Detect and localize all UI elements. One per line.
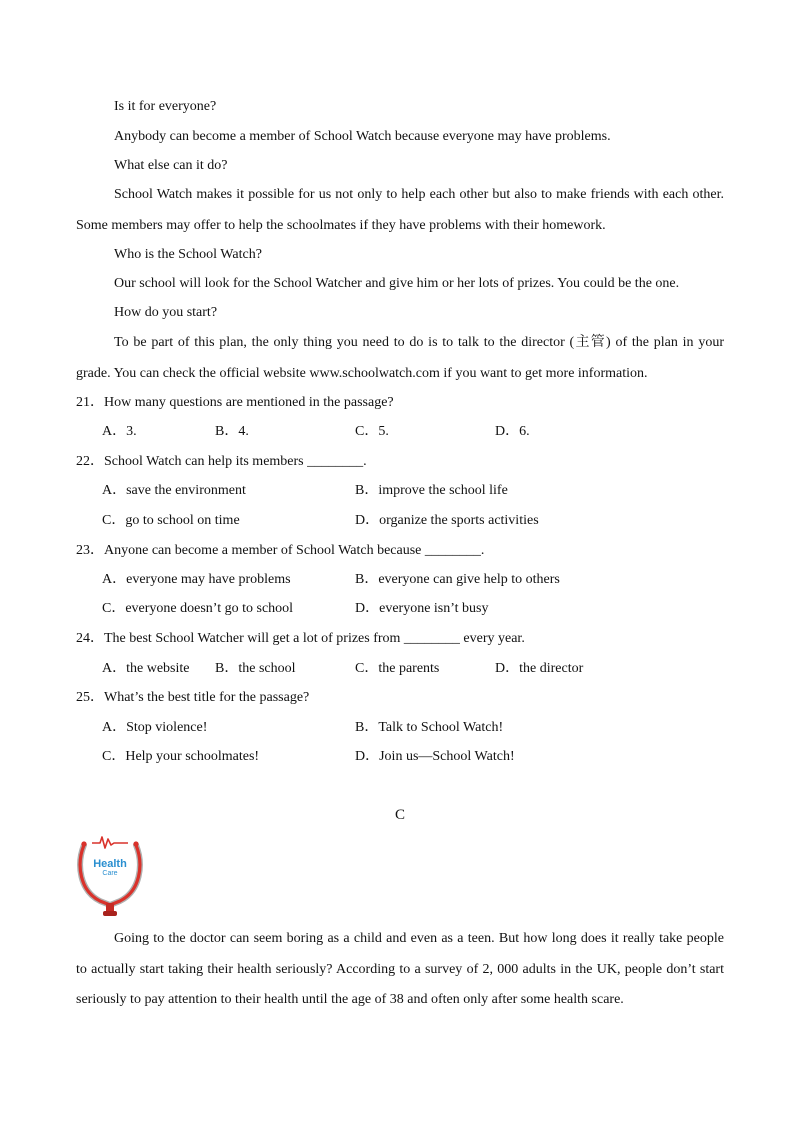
logo-subtitle: Care: [102, 870, 118, 877]
answer-option[interactable]: C．the parents: [355, 661, 440, 676]
question-stem: 25．What’s the best title for the passage?: [76, 690, 310, 705]
passage-paragraph: Our school will look for the School Watcher and give him or her lots of prizes. You could be the one.: [114, 276, 680, 291]
answer-option[interactable]: B．4.: [215, 424, 249, 439]
question-stem: 22．School Watch can help its members ________.: [76, 454, 367, 469]
passage-paragraph: To be part of this plan, the only thing you need to do is to talk to the director (主管) of the plan in your: [114, 335, 724, 350]
answer-option[interactable]: A．the website: [102, 661, 190, 676]
answer-option[interactable]: A．3.: [102, 424, 137, 439]
answer-option[interactable]: A．Stop violence!: [102, 720, 208, 735]
passage-question-heading: Is it for everyone?: [114, 99, 217, 114]
passage-question-heading: Who is the School Watch?: [114, 247, 262, 262]
answer-option[interactable]: D．Join us—School Watch!: [355, 749, 515, 764]
answer-option[interactable]: B．improve the school life: [355, 483, 508, 498]
answer-option[interactable]: D．6.: [495, 424, 530, 439]
question-stem: 23．Anyone can become a member of School Watch because ________.: [76, 543, 485, 558]
logo-title: Health: [93, 858, 127, 870]
passage-question-heading: What else can it do?: [114, 158, 228, 173]
passage-paragraph: Going to the doctor can seem boring as a child and even as a teen. But how long does it really take people: [114, 931, 724, 946]
answer-option[interactable]: A．everyone may have problems: [102, 572, 291, 587]
question-stem: 21．How many questions are mentioned in the passage?: [76, 395, 394, 410]
passage-paragraph: Some members may offer to help the schoolmates if they have problems with their homework.: [76, 218, 606, 233]
passage-paragraph: grade. You can check the official website www.schoolwatch.com if you want to get more information.: [76, 366, 648, 381]
answer-option[interactable]: B．everyone can give help to others: [355, 572, 560, 587]
passage-paragraph: seriously to pay attention to their health until the age of 38 and often only after some health scare.: [76, 992, 624, 1007]
answer-option[interactable]: B．Talk to School Watch!: [355, 720, 504, 735]
question-stem: 24．The best School Watcher will get a lot of prizes from ________ every year.: [76, 631, 525, 646]
answer-option[interactable]: D．the director: [495, 661, 584, 676]
section-heading: C: [394, 807, 405, 823]
passage-paragraph: School Watch makes it possible for us not only to help each other but also to make friends with each other.: [114, 187, 724, 202]
answer-option[interactable]: B．the school: [215, 661, 296, 676]
answer-option[interactable]: A．save the environment: [102, 483, 246, 498]
passage-paragraph: to actually start taking their health seriously? According to a survey of 2, 000 adults in the UK, people don’t start: [76, 962, 724, 977]
answer-option[interactable]: C．Help your schoolmates!: [102, 749, 260, 764]
logo-text: [88, 859, 132, 878]
health-care-logo: [74, 833, 146, 917]
passage-question-heading: How do you start?: [114, 305, 218, 320]
passage-paragraph: Anybody can become a member of School Watch because everyone may have problems.: [114, 129, 611, 144]
answer-option[interactable]: C．5.: [355, 424, 389, 439]
answer-option[interactable]: C．go to school on time: [102, 513, 240, 528]
answer-option[interactable]: D．organize the sports activities: [355, 513, 539, 528]
answer-option[interactable]: C．everyone doesn’t go to school: [102, 601, 294, 616]
answer-option[interactable]: D．everyone isn’t busy: [355, 601, 489, 616]
